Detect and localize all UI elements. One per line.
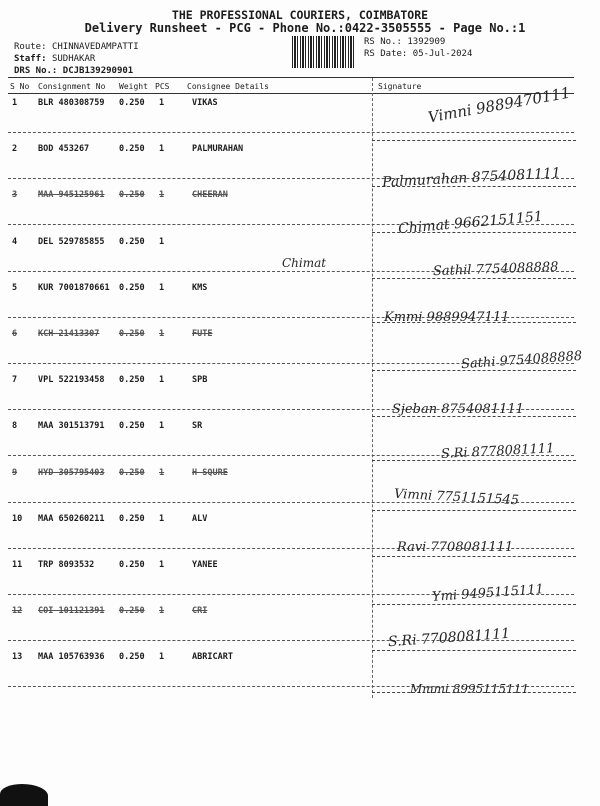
document-subtitle: Delivery Runsheet - PCG - Phone No.:0422-3505555 - Page No.:1 [84,21,526,35]
cell-consignee: SR [192,421,203,431]
rs-no-value: 1392909 [407,37,446,47]
drs-value: DCJB139290901 [62,66,134,76]
scan-smudge [0,784,48,806]
col-header-consignee: Consignee Details [187,82,269,91]
cell-sno: 11 [12,560,23,570]
handwritten-signature: Ymi 9495115111 [431,582,545,605]
barcode-image [292,36,354,68]
cell-consignee: VIKAS [192,98,218,108]
cell-pcs: 1 [159,468,165,478]
rs-no-row [364,37,445,47]
handwritten-signature: Vimni 9889470111 [426,83,572,127]
cell-pcs: 1 [159,237,165,247]
cell-pcs: 1 [159,560,165,570]
staff-label: Staff: [14,54,47,64]
cell-consignee: CHEERAN [192,190,228,200]
cell-pcs: 1 [159,375,165,385]
cell-weight: 0.250 [119,652,145,662]
cell-consignment-no: TRP 8093532 [38,560,95,570]
cell-consignee: FUTE [192,329,213,339]
cell-weight: 0.250 [119,144,145,154]
cell-pcs: 1 [159,329,165,339]
cell-consignee: ALV [192,514,208,524]
col-header-consignment: Consignment No [38,82,106,91]
cell-consignee: CRI [192,606,208,616]
cell-consignment-no: DEL 529785855 [38,237,105,247]
signature-line [372,510,576,511]
cell-consignment-no: MAA 301513791 [38,421,105,431]
cell-consignee: H SQURE [192,468,228,478]
signature-column-divider [372,78,373,698]
col-header-sno: S No [10,82,30,91]
signature-line [372,556,576,557]
cell-consignment-no: MAA 650260211 [38,514,105,524]
cell-consignment-no: VPL 522193458 [38,375,105,385]
cell-weight: 0.250 [119,98,145,108]
cell-consignee: ABRICART [192,652,233,662]
cell-weight: 0.250 [119,468,145,478]
cell-consignee: YANEE [192,560,218,570]
cell-weight: 0.250 [119,421,145,431]
cell-consignment-no: BOD 453267 [38,144,90,154]
staff-value: SUDHAKAR [51,54,96,64]
col-header-pcs: PCS [155,82,170,91]
cell-pcs: 1 [159,283,165,293]
cell-weight: 0.250 [119,606,145,616]
route-value: CHINNAVEDAMPATTI [51,42,139,52]
cell-consignee: KMS [192,283,208,293]
cell-pcs: 1 [159,98,165,108]
cell-pcs: 1 [159,652,165,662]
cell-weight: 0.250 [119,329,145,339]
handwritten-signature: Sjeban 8754081111 [392,402,524,417]
cell-consignment-no: MAA 945125961 [38,190,105,200]
handwritten-signature: Ravi 7708081111 [397,540,514,555]
cell-sno: 10 [12,514,23,524]
cell-consignment-no: COI 101121391 [38,606,105,616]
document-title: THE PROFESSIONAL COURIERS, COIMBATORE [171,8,429,22]
col-header-weight: Weight [119,82,148,91]
cell-pcs: 1 [159,144,165,154]
cell-consignee: SPB [192,375,208,385]
route-label: Route: [14,42,47,52]
drs-label: DRS No.: [14,66,58,76]
cell-sno: 7 [12,375,18,385]
cell-sno: 9 [12,468,18,478]
drs-row [14,66,133,76]
signature-line [372,140,576,141]
cell-sno: 4 [12,237,18,247]
handwritten-signature: S.Ri 7708081111 [387,625,511,651]
cell-weight: 0.250 [119,190,145,200]
signature-line [372,278,576,279]
handwritten-signature: Kmmi 9889947111 [384,310,510,325]
handwritten-signature: S.Ri 8778081111 [440,441,555,462]
cell-consignment-no: KUR 7001870661 [38,283,110,293]
handwritten-signature: Chimat 9662151151 [397,208,544,238]
cell-weight: 0.250 [119,514,145,524]
cell-consignee: PALMURAHAN [192,144,244,154]
row-separator [8,132,574,133]
cell-sno: 3 [12,190,18,200]
handwritten-signature: Sathil 7754088888 [432,259,559,280]
rs-date-row [364,49,472,59]
cell-pcs: 1 [159,421,165,431]
rs-no-label: RS No.: [364,37,402,47]
cell-sno: 13 [12,652,23,662]
cell-weight: 0.250 [119,560,145,570]
handwritten-signature: Chimat [282,256,327,270]
cell-sno: 6 [12,329,18,339]
signature-line [372,650,576,651]
cell-consignment-no: BLR 480308759 [38,98,105,108]
handwritten-signature: Vimni 7751151545 [393,486,520,509]
handwritten-signature: Palmurahan 8754081111 [381,165,562,191]
table-header-rule [8,93,574,94]
staff-row [14,54,95,64]
table-top-rule [8,77,574,78]
handwritten-signature: Mmmi 8995115111 [410,682,530,696]
cell-weight: 0.250 [119,283,145,293]
rs-date-label: RS Date: [364,49,408,59]
cell-pcs: 1 [159,514,165,524]
cell-sno: 2 [12,144,18,154]
cell-sno: 12 [12,606,23,616]
signature-line [372,604,576,605]
cell-sno: 1 [12,98,18,108]
cell-sno: 8 [12,421,18,431]
cell-consignment-no: MAA 105763936 [38,652,105,662]
col-header-signature: Signature [378,82,422,91]
cell-pcs: 1 [159,190,165,200]
route-row [14,42,139,52]
cell-weight: 0.250 [119,375,145,385]
rs-date-value: 05-Jul-2024 [412,49,473,59]
cell-consignment-no: HYD 305795403 [38,468,105,478]
cell-consignment-no: KCH 21413307 [38,329,100,339]
cell-weight: 0.250 [119,237,145,247]
cell-sno: 5 [12,283,18,293]
handwritten-signature: Sathi 9754088888 [460,348,583,373]
cell-pcs: 1 [159,606,165,616]
